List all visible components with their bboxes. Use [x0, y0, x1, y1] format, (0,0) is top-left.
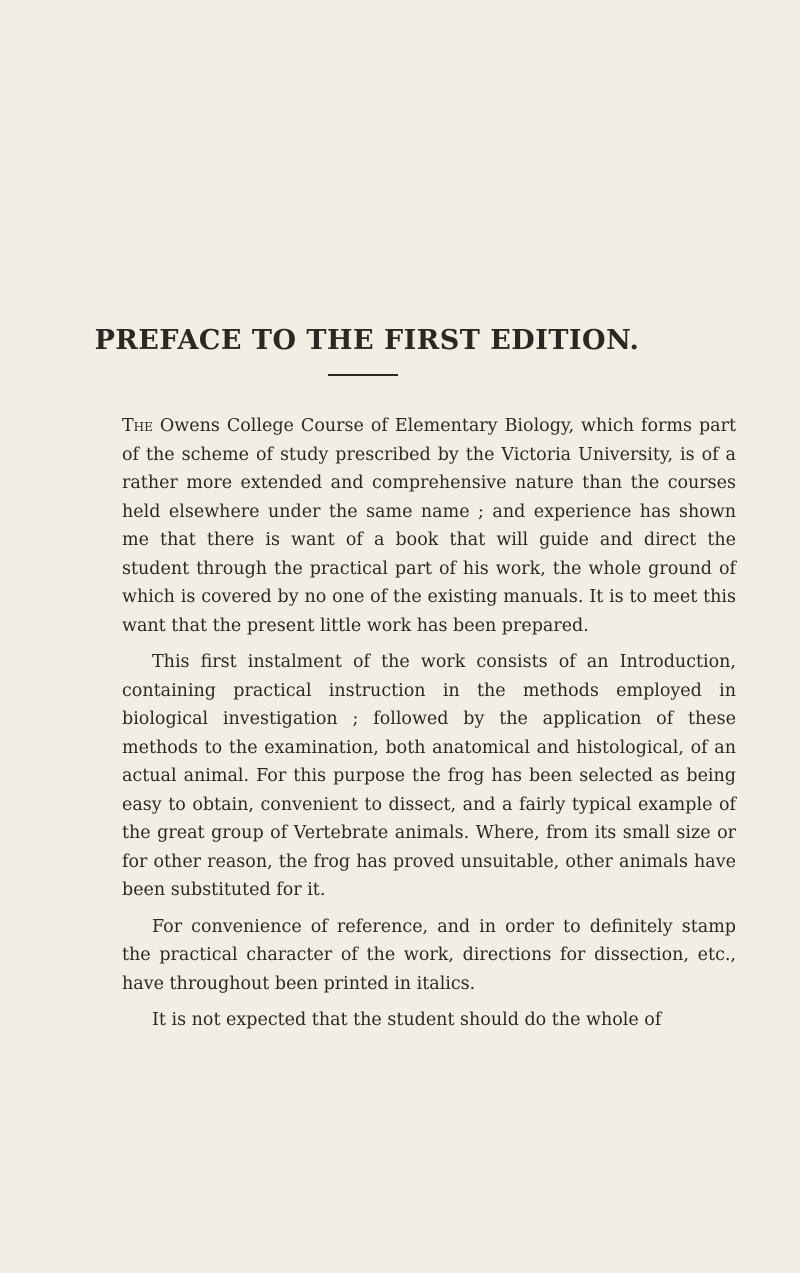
paragraph-2: This first instalment of the work consists of an Introduction, containing practical instruction in the methods employed in biological investigation ; followed by the application of these methods to the examination, both anatomical and histological, of an actual animal. For this purpose the frog has been selected as being easy to obtain, convenient to dissect, and a fairly typical example of the great group of Vertebrate animals. Where, from its small size or for other reason, the frog has proved unsuitable, other animals have been substituted for it.: [122, 652, 736, 900]
paragraph-3: For convenience of reference, and in order to definitely stamp the practical character of the work, directions for dissection, etc., have throughout been printed in italics.: [122, 916, 736, 994]
paragraph-1: [122, 412, 736, 640]
heading-rule: [328, 374, 398, 376]
paragraph-4: It is not expected that the student should do the whole of: [152, 1010, 662, 1030]
page-heading: PREFACE TO THE FIRST EDITION.: [94, 325, 640, 357]
paragraph-1-text: Owens College Course of Elementary Biology, which forms part of the scheme of study prescribed by the Victoria University, is of a rather more extended and comprehensive nature than the courses held elsewhere under the same name ; and experience has shown me that there is want of a book that will guide and direct the student through the practical part of his work, the whole ground of which is covered by no one of the existing manuals. It is to meet this want that the present little work has been prepared.: [122, 416, 736, 636]
preface-body: [122, 412, 736, 1043]
paragraph-1-lead: The: [122, 416, 153, 436]
